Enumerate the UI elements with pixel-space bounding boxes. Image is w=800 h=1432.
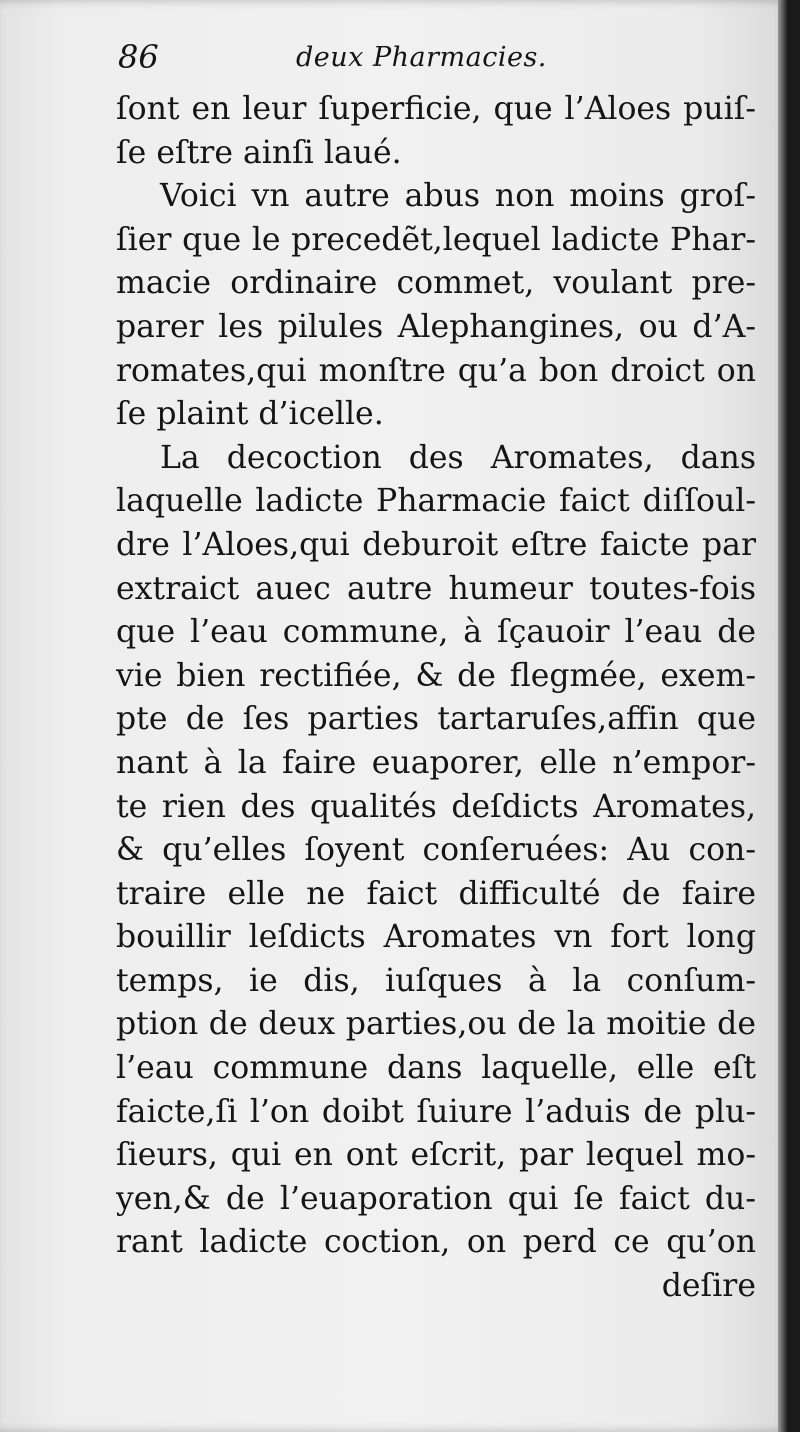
text-line: laquelle ladicte Pharmacie faict diſſoul- bbox=[116, 483, 756, 520]
text-line: La decoction des Aromates, dans bbox=[160, 439, 756, 476]
text-line: macie ordinaire commet, voulant pre- bbox=[116, 265, 756, 302]
text-line: yen,& de l’euaporation qui ſe faict du- bbox=[116, 1180, 756, 1217]
body-text bbox=[116, 88, 756, 1309]
text-line: ſier que le precedẽt,lequel ladicte Phar- bbox=[116, 221, 756, 258]
page-number: 86 bbox=[118, 38, 159, 76]
running-title: deux Pharmacies. bbox=[296, 42, 547, 73]
page-header bbox=[118, 38, 748, 84]
text-line: traire elle ne faict difficulté de faire bbox=[116, 875, 756, 912]
text-line: parer les pilules Alephangines, ou d’A- bbox=[116, 308, 756, 345]
text-line: pte de ſes parties tartaruſes,affin que bbox=[116, 701, 756, 738]
text-line: ſont en leur ſuperficie, que l’Aloes puiſ- bbox=[116, 91, 756, 127]
text-line: nant à la faire euaporer, elle n’empor- bbox=[116, 744, 756, 781]
text-line: rant ladicte coction, on perd ce qu’on bbox=[116, 1224, 756, 1261]
text-line: te rien des qualités deſdicts Aromates, bbox=[116, 788, 756, 825]
text-line: ſieurs, qui en ont eſcrit, par lequel mo- bbox=[116, 1137, 756, 1174]
text-line: que l’eau commune, à ſçauoir l’eau de bbox=[116, 614, 756, 651]
text-line: extraict auec autre humeur toutes-fois bbox=[116, 570, 756, 607]
page-edge-shadow bbox=[778, 0, 790, 1432]
text-line: dre l’Aloes,qui deburoit eſtre faicte par bbox=[116, 526, 756, 563]
text-line: vie bien rectifiée, & de flegmée, exem- bbox=[116, 657, 756, 694]
text-line: temps, ie dis, iuſques à la conſum- bbox=[116, 962, 756, 999]
text-line: bouillir leſdicts Aromates vn fort long bbox=[116, 919, 756, 956]
text-line: ption de deux parties,ou de la moitie de bbox=[116, 1006, 756, 1043]
catchword: deſire bbox=[661, 1268, 756, 1305]
text-line: ſe plaint d’icelle. bbox=[116, 396, 384, 433]
text-line: Voici vn autre abus non moins groſ- bbox=[160, 178, 756, 215]
text-line: l’eau commune dans laquelle, elle eſt bbox=[116, 1050, 756, 1087]
text-line: ſe eſtre ainſi laué. bbox=[116, 134, 402, 171]
text-line: & qu’elles ſoyent conſeruées: Au con- bbox=[116, 832, 756, 869]
text-line: romates,qui monſtre qu’a bon droict on bbox=[116, 352, 756, 389]
text-line: faicte,ſi l’on doibt ſuiure l’aduis de plu- bbox=[116, 1093, 756, 1130]
